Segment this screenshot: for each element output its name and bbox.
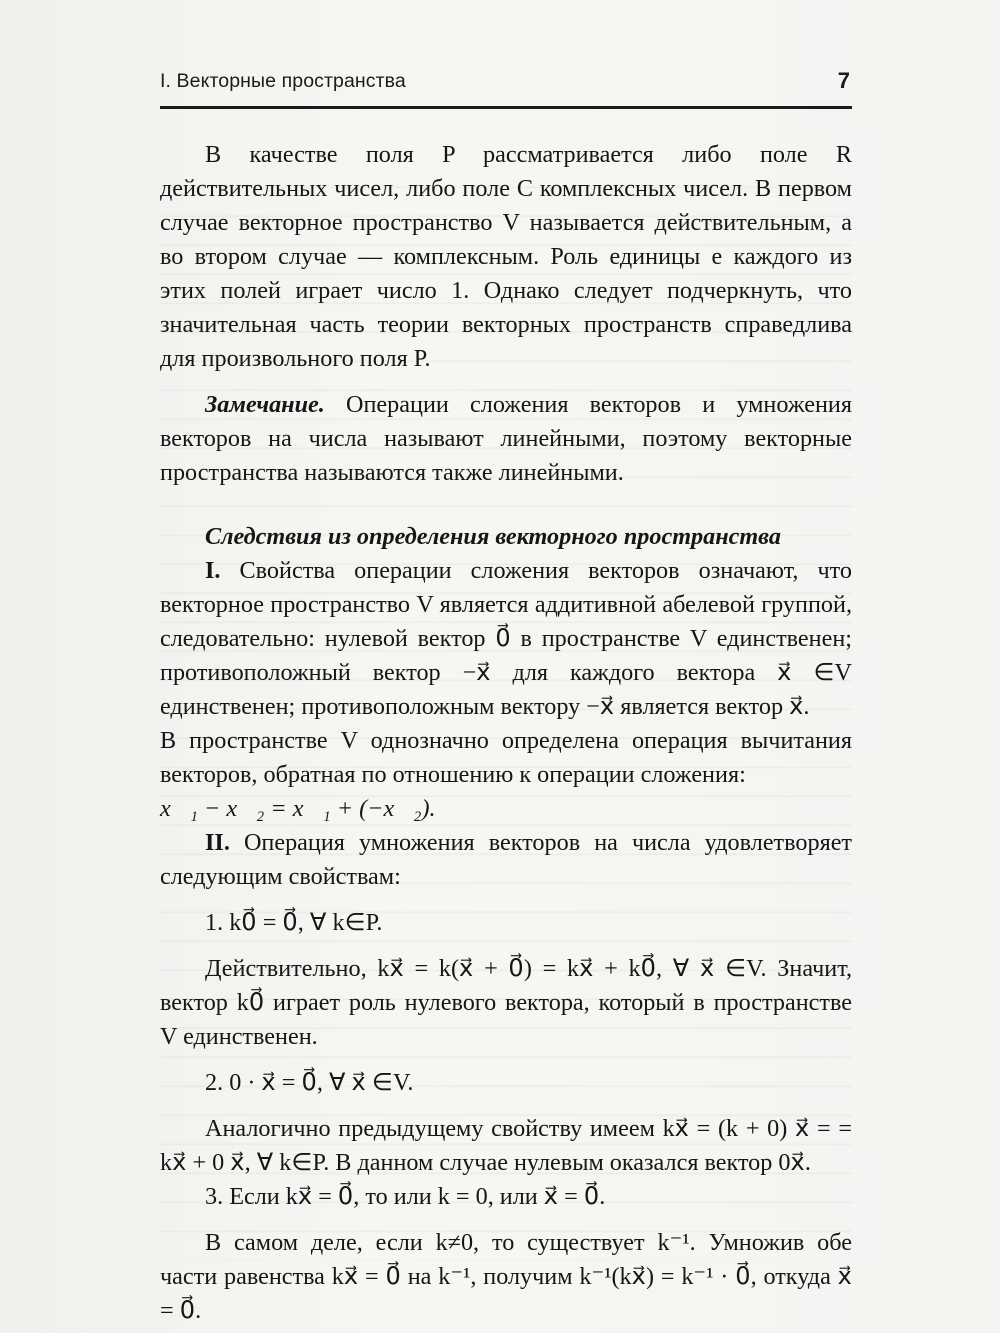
remark-label: Замечание. (205, 391, 325, 418)
property-2: 2. 0 · x⃗ = 0⃗, ∀ x⃗ ∈V. (205, 1069, 414, 1096)
chapter-title: I. Векторные пространства (160, 70, 406, 92)
property-2-proof: Аналогично предыдущему свойству имеем kx⃗ = (k + 0) x⃗ = = kx⃗ + 0 x⃗, ∀ k∈P. В данном случае нулевым оказался вектор 0x⃗. (160, 1115, 852, 1176)
section-heading: Следствия из определения векторного пространства (205, 523, 781, 550)
consequence-1-label: I. (205, 557, 221, 584)
paragraph-subtraction: В пространстве V однозначно определена операция вычитания векторов, обратная по отношению к операции сложения: (160, 727, 852, 788)
property-3: 3. Если kx⃗ = 0⃗, то или k = 0, или x⃗ = 0⃗. (205, 1183, 606, 1210)
paragraph-remark (160, 388, 852, 490)
paragraph-consequence-1 (160, 554, 852, 724)
running-header (160, 66, 852, 109)
paragraph-fields: В качестве поля P рассматривается либо поле R действительных чисел, либо поле C комплексных чисел. В первом случае векторное пространство V называется действительным, а во втором случае — комплексным. Роль единицы e каждого из этих полей играет число 1. Однако следует подчеркнуть, что значительная часть теории векторных пространств справедлива для произвольного поля P. (160, 141, 852, 372)
consequence-1-text: Свойства операции сложения векторов означают, что векторное пространство V является аддитивной абелевой группой, следовательно: нулевой вектор 0⃗ в пространстве V единственен; противоположный вектор −x⃗ для каждого вектора x⃗ ∈V единственен; противоположным вектору −x⃗ является вектор x⃗. (160, 557, 852, 720)
subtraction-formula: x⃗₁ − x⃗₂ = x⃗₁ + (−x⃗₂). (160, 795, 436, 822)
page-body (160, 138, 852, 1328)
remark-text: Операции сложения векторов и умножения векторов на числа называют линейными, поэтому векторные пространства называются также линейными. (160, 391, 852, 486)
paragraph-consequence-2 (160, 826, 852, 894)
property-3-proof: В самом деле, если k≠0, то существует k⁻¹. Умножив обе части равенства kx⃗ = 0⃗ на k⁻¹, получим k⁻¹(kx⃗) = k⁻¹ · 0⃗, откуда x⃗ = 0⃗. (160, 1229, 852, 1324)
property-1-proof: Действительно, kx⃗ = k(x⃗ + 0⃗) = kx⃗ + k0⃗, ∀ x⃗ ∈V. Значит, вектор k0⃗ играет роль нулевого вектора, который в пространстве V единственен. (160, 955, 852, 1050)
page-number: 7 (837, 68, 850, 93)
consequence-2-label: II. (205, 829, 230, 856)
consequence-2-text: Операция умножения векторов на числа удовлетворяет следующим свойствам: (160, 829, 852, 890)
property-1: 1. k0⃗ = 0⃗, ∀ k∈P. (205, 909, 383, 936)
